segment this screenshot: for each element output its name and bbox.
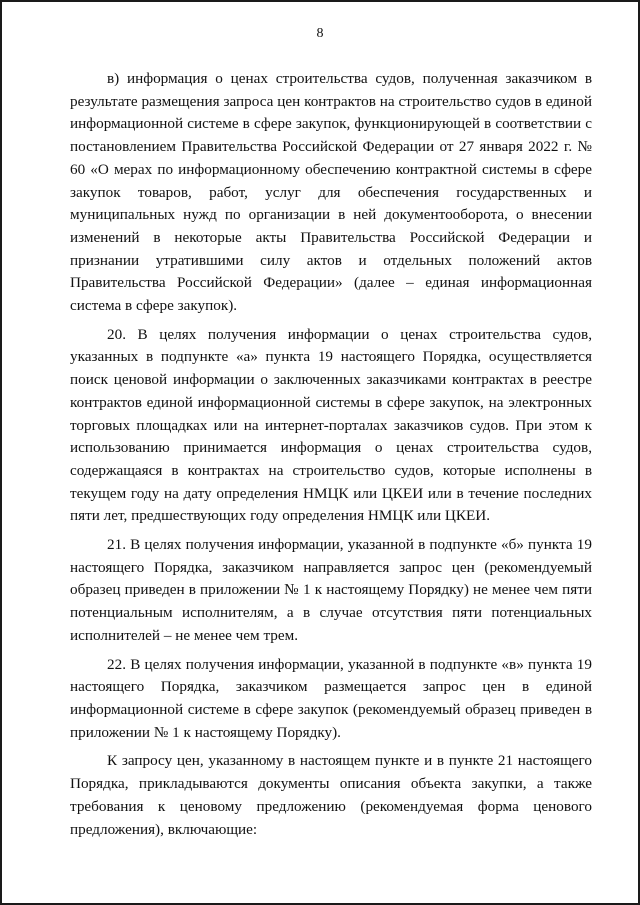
paragraph-item-v: в) информация о ценах строительства судов, полученная заказчиком в результате размещения запроса цен контрактов на строительство судов в единой информационной системе в сфере закупок, функционирующей в соответствии с постановлением Правительства Российской Федерации от 27 января 2022 г. № 60 «О мерах по информационному обеспечению контрактной системы в сфере закупок товаров, работ, услуг для обеспечения государственных и муниципальных нужд по организации в ней документооборота, о внесении изменений в некоторые акты Правительства Российской Федерации и признании утратившими силу актов и отдельных положений актов Правительства Российской Федерации» (далее – единая информационная система в сфере закупок).	[70, 70, 592, 315]
paragraph-clause-21: 21. В целях получения информации, указанной в подпункте «б» пункта 19 настоящего Порядка, заказчиком направляется запрос цен (рекомендуемый образец приведен в приложении № 1 к настоящему Порядку) не менее чем пяти потенциальным исполнителям, а в случае отсутствия пяти потенциальных исполнителей – не менее чем трем.	[70, 536, 592, 644]
paragraph-clause-20: 20. В целях получения информации о ценах строительства судов, указанных в подпункте «а» пункта 19 настоящего Порядка, осуществляется поиск ценовой информации о заключенных заказчиками контрактах в реестре контрактов единой информационной системы в сфере закупок, на электронных торговых площадках или на интернет-порталах заказчиков судов. При этом к использованию принимается информация о ценах строительства судов, содержащаяся в контрактах на строительство судов, которые исполнены в текущем году на дату определения НМЦК или ЦКЕИ или в течение последних пяти лет, предшествующих году определения НМЦК или ЦКЕИ.	[70, 325, 592, 525]
document-body	[70, 68, 592, 847]
paragraph-price-request: К запросу цен, указанному в настоящем пункте и в пункте 21 настоящего Порядка, прикладываются документы описания объекта закупки, а также требования к ценовому предложению (рекомендуемая форма ценового предложения), включающие:	[70, 752, 592, 838]
page-number: 8	[316, 26, 324, 41]
paragraph-clause-22: 22. В целях получения информации, указанной в подпункте «в» пункта 19 настоящего Порядка, заказчиком размещается запрос цен в единой информационной системе в сфере закупок (рекомендуемый образец приведен в приложении № 1 к настоящему Порядку).	[70, 655, 592, 741]
